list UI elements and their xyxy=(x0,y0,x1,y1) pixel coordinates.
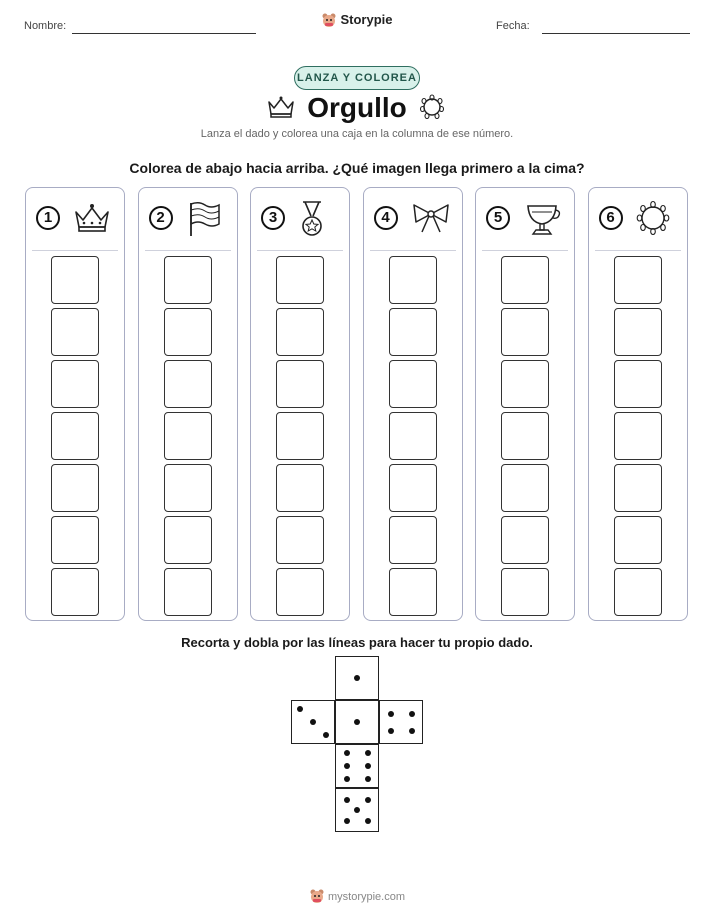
die-pip xyxy=(344,776,350,782)
color-box[interactable] xyxy=(389,360,437,408)
color-box[interactable] xyxy=(276,256,324,304)
color-box[interactable] xyxy=(51,308,99,356)
bow-icon xyxy=(410,200,452,239)
color-box[interactable] xyxy=(389,256,437,304)
color-box[interactable] xyxy=(164,308,212,356)
die-pip xyxy=(388,711,394,717)
color-box[interactable] xyxy=(51,256,99,304)
storypie-mascot-icon xyxy=(309,888,325,904)
die-face-4 xyxy=(379,700,423,744)
color-box[interactable] xyxy=(164,412,212,460)
die-pip xyxy=(365,797,371,803)
column-number: 3 xyxy=(261,206,285,230)
color-box[interactable] xyxy=(389,308,437,356)
color-box[interactable] xyxy=(614,256,662,304)
die-pip xyxy=(354,675,360,681)
color-box[interactable] xyxy=(51,412,99,460)
medal-icon xyxy=(297,200,327,243)
column-number: 5 xyxy=(486,206,510,230)
die-face-3 xyxy=(291,700,335,744)
color-box[interactable] xyxy=(389,464,437,512)
column-divider xyxy=(482,250,568,251)
color-box[interactable] xyxy=(501,412,549,460)
color-box[interactable] xyxy=(614,464,662,512)
color-box[interactable] xyxy=(164,464,212,512)
die-pip xyxy=(344,750,350,756)
column-number: 1 xyxy=(36,206,60,230)
color-box[interactable] xyxy=(51,360,99,408)
column-1 xyxy=(25,187,125,621)
crown-icon xyxy=(72,200,112,239)
color-box[interactable] xyxy=(276,412,324,460)
laurel-wreath-icon xyxy=(635,200,671,241)
color-box[interactable] xyxy=(614,412,662,460)
color-box[interactable] xyxy=(164,568,212,616)
die-pip xyxy=(310,719,316,725)
instruction: Colorea de abajo hacia arriba. ¿Qué imagen llega primero a la cima? xyxy=(129,160,585,176)
color-box[interactable] xyxy=(614,308,662,356)
color-box[interactable] xyxy=(614,516,662,564)
color-box[interactable] xyxy=(389,412,437,460)
color-box[interactable] xyxy=(276,516,324,564)
die-pip xyxy=(344,763,350,769)
die-pip xyxy=(365,818,371,824)
color-box[interactable] xyxy=(501,360,549,408)
subtitle: Lanza el dado y colorea una caja en la columna de ese número. xyxy=(200,128,514,140)
color-box[interactable] xyxy=(614,360,662,408)
color-box[interactable] xyxy=(389,516,437,564)
color-box[interactable] xyxy=(501,568,549,616)
die-face-6 xyxy=(335,744,379,788)
column-6 xyxy=(588,187,688,621)
color-box[interactable] xyxy=(51,464,99,512)
column-4 xyxy=(363,187,463,621)
die-pip xyxy=(354,807,360,813)
column-divider xyxy=(595,250,681,251)
die-face-5 xyxy=(335,788,379,832)
trophy-cup-icon xyxy=(522,200,562,243)
color-box[interactable] xyxy=(164,516,212,564)
color-box[interactable] xyxy=(501,308,549,356)
footer xyxy=(0,888,714,904)
flag-icon xyxy=(185,200,225,243)
storypie-mascot-icon xyxy=(321,12,337,28)
column-divider xyxy=(257,250,343,251)
die-pip xyxy=(365,776,371,782)
column-number: 2 xyxy=(149,206,173,230)
column-3 xyxy=(250,187,350,621)
cut-instruction: Recorta y dobla por las líneas para hacer tu propio dado. xyxy=(181,635,533,650)
color-box[interactable] xyxy=(389,568,437,616)
date-label: Fecha: xyxy=(496,20,530,32)
die-pip xyxy=(409,711,415,717)
color-box[interactable] xyxy=(276,360,324,408)
brand-name: Storypie xyxy=(340,12,393,27)
color-box[interactable] xyxy=(276,308,324,356)
column-number: 6 xyxy=(599,206,623,230)
brand-logo xyxy=(0,12,714,28)
column-5 xyxy=(475,187,575,621)
die-pip xyxy=(323,732,329,738)
die-pip xyxy=(365,763,371,769)
color-box[interactable] xyxy=(51,516,99,564)
name-line[interactable] xyxy=(72,33,256,34)
die-pip xyxy=(297,706,303,712)
column-divider xyxy=(32,250,118,251)
color-box[interactable] xyxy=(164,256,212,304)
color-box[interactable] xyxy=(51,568,99,616)
page-title: Orgullo xyxy=(307,92,407,123)
column-divider xyxy=(370,250,456,251)
laurel-wreath-icon xyxy=(418,94,446,120)
color-box[interactable] xyxy=(276,464,324,512)
date-line[interactable] xyxy=(542,33,690,34)
activity-badge: LANZA Y COLOREA xyxy=(294,66,420,90)
name-label: Nombre: xyxy=(24,20,67,32)
color-box[interactable] xyxy=(501,256,549,304)
die-pip xyxy=(354,719,360,725)
color-box[interactable] xyxy=(164,360,212,408)
footer-url: mystorypie.com xyxy=(327,891,406,903)
die-pip xyxy=(409,728,415,734)
color-box[interactable] xyxy=(501,516,549,564)
color-box[interactable] xyxy=(614,568,662,616)
column-number: 4 xyxy=(374,206,398,230)
color-box[interactable] xyxy=(276,568,324,616)
die-pip xyxy=(388,728,394,734)
die-pip xyxy=(344,797,350,803)
die-pip xyxy=(344,818,350,824)
column-2 xyxy=(138,187,238,621)
die-face-1 xyxy=(335,656,379,700)
die-face-1 xyxy=(335,700,379,744)
column-divider xyxy=(145,250,231,251)
color-box[interactable] xyxy=(501,464,549,512)
die-pip xyxy=(365,750,371,756)
